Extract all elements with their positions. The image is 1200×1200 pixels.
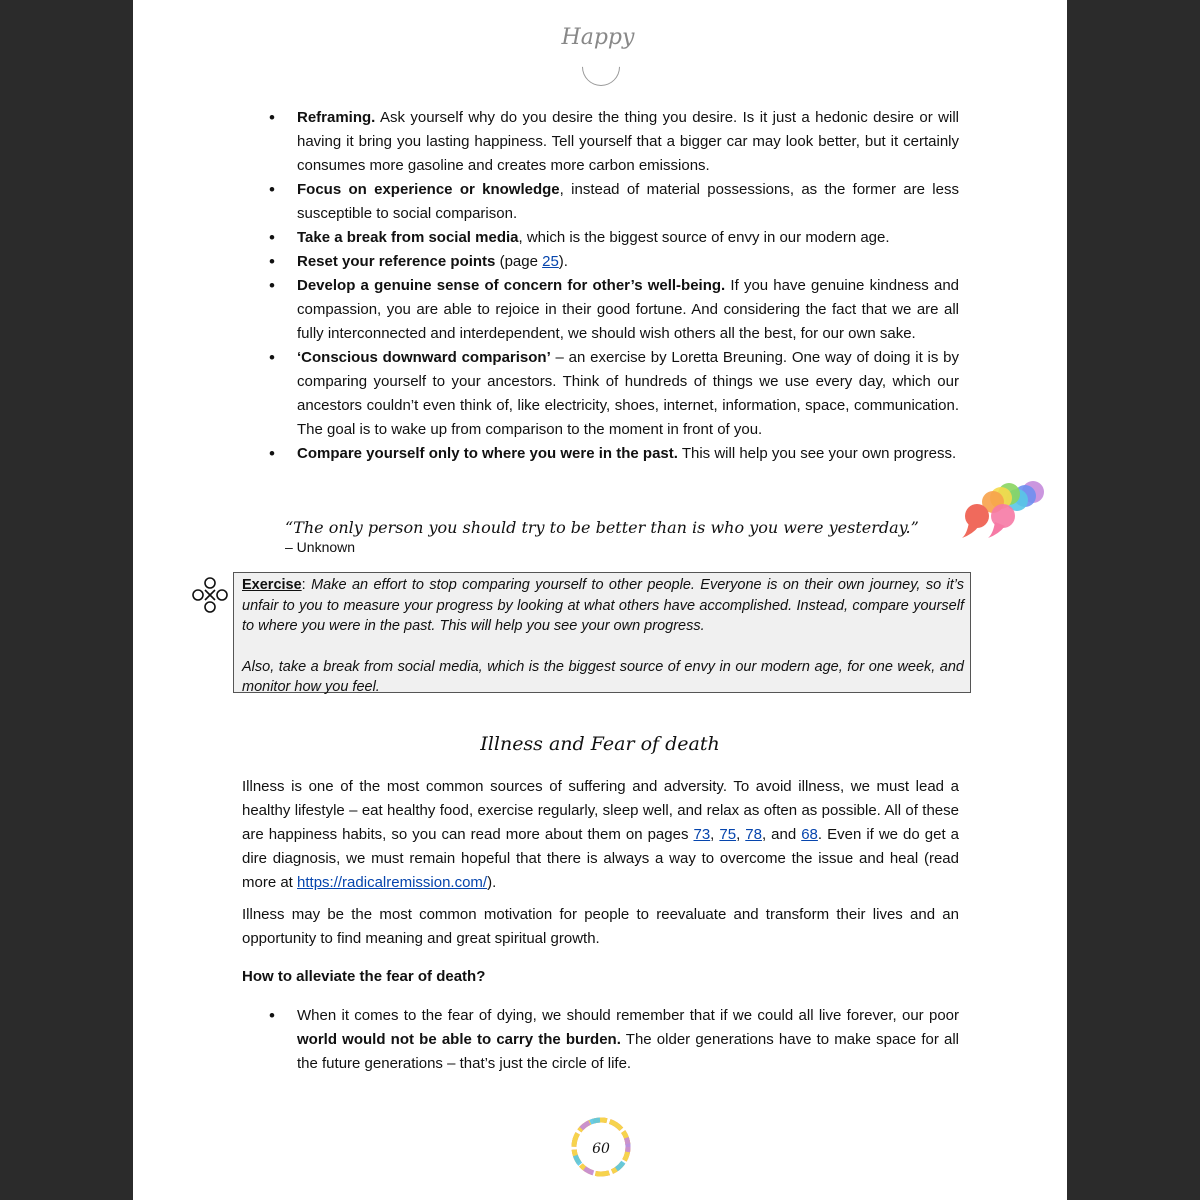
list-item: • ‘Conscious downward comparison’ – an exercise by Loretta Breuning. One way of doing it is by comparing yourself to your ancestors. Think of hundreds of things we use every day, which our ancestors couldn’t even think of, like electricity, shoes, internet, information, space, communication. The goal is to wake up from comparison to the moment in front of you. [297,346,959,442]
quote [285,518,925,556]
quote-text: “The only person you should try to be better than is who you were yesterday.” [285,518,919,537]
page-link-78[interactable]: 78 [745,826,762,843]
list-item: • Reframing. Ask yourself why do you desire the thing you desire. Is it just a hedonic desire or will having it bring you lasting happiness. Tell yourself that a bigger car may look better, but it certainly consumes more gasoline and creates more carbon emissions. [297,106,959,178]
list-item: • Take a break from social media, which is the biggest source of envy in our modern age. [297,226,959,250]
page-link-25[interactable]: 25 [542,253,559,270]
logo-text: Happy [561,25,635,50]
fear-of-death-list [297,1004,959,1076]
list-item: • Compare yourself only to where you were in the past. This will help you see your own progress. [297,442,959,466]
happy-logo [558,18,638,73]
document-page [133,0,1067,1200]
list-item: • When it comes to the fear of dying, we should remember that if we could all live forever, our poor world would not be able to carry the burden. The older generations have to make space for all the future generations – that’s just the circle of life. [297,1004,959,1076]
page-number-badge [571,1117,631,1177]
page-link-75[interactable]: 75 [719,826,737,843]
rainbow-quote-marks-icon [959,474,1049,544]
ornament-knot-icon [191,575,229,615]
page-number: 60 [592,1141,610,1157]
list-item: • Develop a genuine sense of concern for other’s well-being. If you have genuine kindness and compassion, you are able to rejoice in their good fortune. And considering the fact that we are all fully interconnected and interdependent, we should wish others all the best, for our own sake. [297,274,959,346]
section-heading: Illness and Fear of death [480,733,720,755]
exercise-paragraph-1: Exercise: Make an effort to stop comparing yourself to other people. Everyone is on their own journey, so it’s unfair to you to measure your progress by looking at what others have accomplished. Instead, compare yourself to where you were in the past. This will help you see your own progress. [242,577,964,634]
exercise-label: Exercise [242,577,302,593]
page-link-73[interactable]: 73 [693,826,711,843]
exercise-paragraph-2: Also, take a break from social media, which is the biggest source of envy in our modern age, for one week, and monitor how you feel. [242,658,964,695]
illness-paragraph-2: Illness may be the most common motivation for people to reevaluate and transform their lives and an opportunity to find meaning and great spiritual growth. [242,906,959,947]
exercise-box [233,572,971,693]
list-item: • Focus on experience or knowledge, instead of material possessions, as the former are less susceptible to social comparison. [297,178,959,226]
quote-author: – Unknown [285,539,356,555]
illness-paragraph-1: Illness is one of the most common sources of suffering and adversity. To avoid illness, we must lead a healthy lifestyle – eat healthy food, exercise regularly, sleep well, and relax as often as possible. All of these are happiness habits, so you can read more about them on pages 73, 75, 78, and 68. Even if we do get a dire diagnosis, we must remain hopeful that there is always a way to overcome the issue and heal (read more at https://radicalremission.com/). [242,778,959,891]
fear-of-death-subheading: How to alleviate the fear of death? [242,968,486,985]
radical-remission-link[interactable]: https://radicalremission.com/ [297,874,488,891]
list-item: • Reset your reference points (page 25). [297,250,959,274]
page-link-68[interactable]: 68 [801,826,818,843]
comparison-tips-list [297,106,959,466]
